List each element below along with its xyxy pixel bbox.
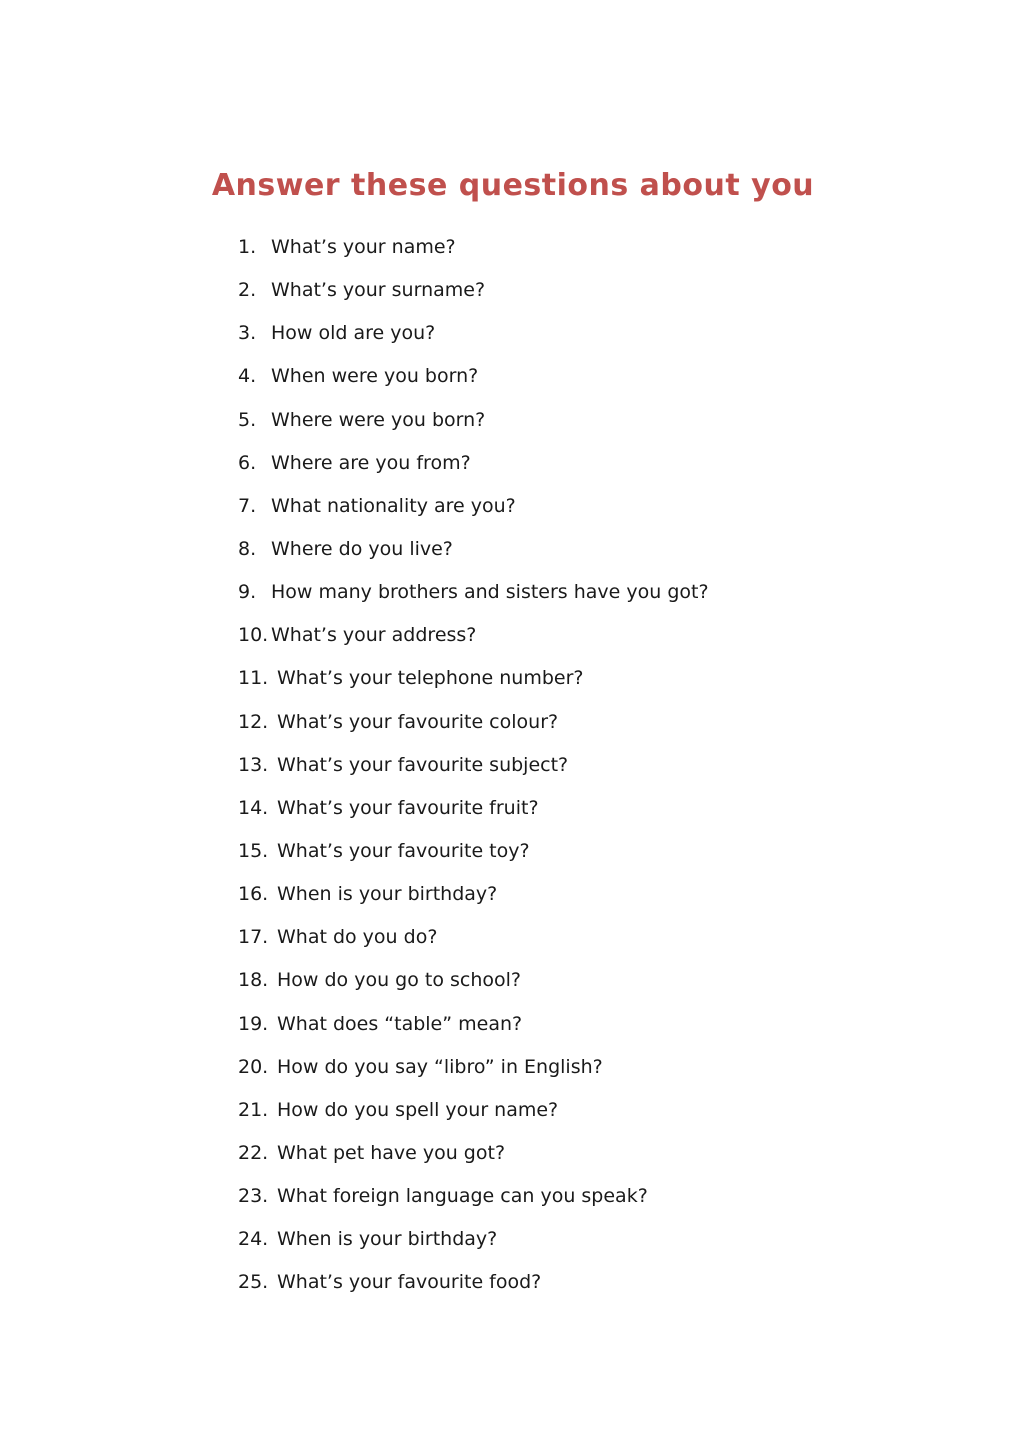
list-item: [238, 1138, 938, 1181]
list-item: [238, 577, 938, 620]
question-text: How do you spell your name?: [277, 1098, 559, 1121]
question-text: How do you go to school?: [277, 969, 522, 992]
list-item: [238, 879, 938, 922]
question-number: 10.: [238, 624, 269, 647]
question-number: 13.: [238, 753, 269, 776]
question-text: Where do you live?: [271, 537, 453, 560]
question-text: What’s your name?: [271, 236, 456, 258]
list-item: [238, 448, 938, 491]
question-text: What do you do?: [277, 926, 438, 949]
question-text: What’s your favourite fruit?: [277, 796, 539, 819]
list-item: [238, 1267, 938, 1310]
question-text: What’s your favourite subject?: [277, 753, 569, 776]
question-text: Where were you born?: [271, 408, 486, 431]
question-number: 4.: [238, 365, 257, 388]
question-number: 11.: [238, 667, 269, 690]
question-text: What foreign language can you speak?: [277, 1185, 648, 1208]
question-number: 14.: [238, 796, 269, 819]
question-text: What’s your address?: [271, 624, 477, 647]
question-text: When were you born?: [271, 365, 479, 388]
list-item: [238, 1181, 938, 1224]
list-item: [238, 1052, 938, 1095]
question-text: What nationality are you?: [271, 494, 516, 517]
question-number: 12.: [238, 710, 269, 733]
list-item: [238, 1224, 938, 1267]
list-item: [238, 1095, 938, 1138]
list-item: [238, 232, 938, 275]
question-text: Where are you from?: [271, 451, 471, 474]
question-text: When is your birthday?: [277, 883, 498, 906]
question-number: 18.: [238, 969, 269, 992]
question-text: What pet have you got?: [277, 1141, 506, 1164]
question-number: 24.: [238, 1228, 269, 1251]
question-number: 8.: [238, 537, 257, 560]
question-text: What’s your favourite toy?: [277, 839, 530, 862]
list-item: [238, 620, 938, 663]
question-number: 22.: [238, 1141, 269, 1164]
question-number: 15.: [238, 839, 269, 862]
question-text: How do you say “libro” in English?: [277, 1055, 603, 1078]
question-number: 1.: [238, 236, 257, 258]
list-item: [238, 275, 938, 318]
question-text: What’s your favourite colour?: [277, 710, 559, 733]
question-number: 16.: [238, 883, 269, 906]
question-number: 3.: [238, 322, 257, 345]
question-number: 9.: [238, 581, 257, 604]
question-number: 17.: [238, 926, 269, 949]
question-number: 20.: [238, 1055, 269, 1078]
question-text: How many brothers and sisters have you got?: [271, 581, 709, 604]
list-item: [238, 922, 938, 965]
question-text: What does “table” mean?: [277, 1012, 523, 1035]
question-number: 23.: [238, 1185, 269, 1208]
list-item: [238, 405, 938, 448]
question-number: 21.: [238, 1098, 269, 1121]
list-item: [238, 491, 938, 534]
page-title: Answer these questions about you: [211, 168, 815, 203]
question-text: What’s your favourite food?: [277, 1271, 542, 1294]
question-number: 25.: [238, 1271, 269, 1294]
list-item: [238, 707, 938, 750]
list-item: [238, 318, 938, 361]
list-item: [238, 836, 938, 879]
list-item: [238, 1009, 938, 1052]
list-item: [238, 361, 938, 404]
list-item: [238, 793, 938, 836]
question-text: When is your birthday?: [277, 1228, 498, 1251]
question-text: How old are you?: [271, 322, 436, 345]
list-item: [238, 534, 938, 577]
question-list: [238, 232, 938, 1311]
list-item: [238, 750, 938, 793]
question-number: 6.: [238, 451, 257, 474]
question-number: 19.: [238, 1012, 269, 1035]
question-text: What’s your surname?: [271, 279, 486, 302]
list-item: [238, 663, 938, 706]
question-number: 7.: [238, 494, 257, 517]
question-text: What’s your telephone number?: [277, 667, 584, 690]
list-item: [238, 965, 938, 1008]
question-number: 2.: [238, 279, 257, 302]
question-number: 5.: [238, 408, 257, 431]
